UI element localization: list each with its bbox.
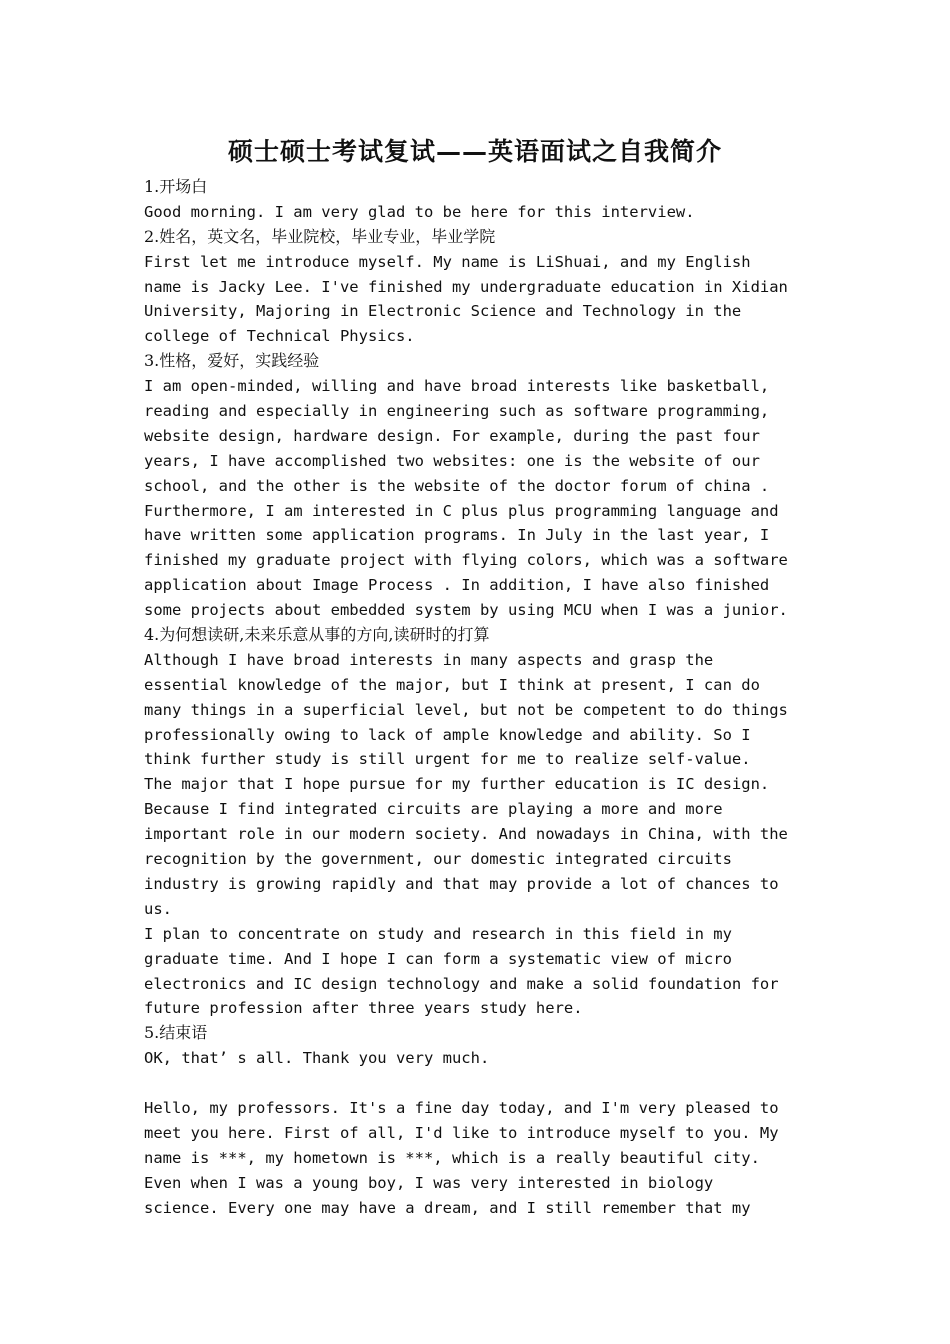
text-line: industry is growing rapidly and that may provide a lot of chances to — [144, 874, 779, 893]
document-title: 硕士硕士考试复试——英语面试之自我简介 — [227, 137, 722, 166]
text-line: many things in a superficial level, but not be competent to do things — [144, 700, 788, 719]
section-heading: 3.性格，爱好，实践经验 — [144, 351, 320, 371]
text-line: The major that I hope pursue for my further education is IC design. — [144, 775, 770, 794]
document-body — [144, 175, 824, 1220]
blank-line — [144, 1071, 824, 1096]
text-line: recognition by the government, our domestic integrated circuits — [144, 850, 732, 869]
text-line: application about Image Process . In addition, I have also finished — [144, 576, 770, 595]
text-line: graduate time. And I hope I can form a systematic view of micro — [144, 949, 732, 968]
text-line: University, Majoring in Electronic Science and Technology in the — [144, 302, 742, 321]
text-line: some projects about embedded system by using MCU when I was a junior. — [144, 601, 788, 620]
text-line: Although I have broad interests in many aspects and grasp the — [144, 650, 714, 669]
text-line: professionally owing to lack of ample knowledge and ability. So I — [144, 725, 751, 744]
text-line: I plan to concentrate on study and research in this field in my — [144, 924, 732, 943]
text-line: name is ***, my hometown is ***, which is a really beautiful city. — [144, 1148, 760, 1167]
text-line: Good morning. I am very glad to be here for this interview. — [144, 202, 695, 221]
text-line: Hello, my professors. It's a fine day today, and I'm very pleased to — [144, 1098, 779, 1117]
text-line: have written some application programs. In July in the last year, I — [144, 526, 770, 545]
text-line: school, and the other is the website of the doctor forum of china . — [144, 476, 770, 495]
text-line: website design, hardware design. For example, during the past four — [144, 426, 760, 445]
text-line: Furthermore, I am interested in C plus plus programming language and — [144, 501, 779, 520]
text-line: meet you here. First of all, I'd like to introduce myself to you. My — [144, 1123, 779, 1142]
section-heading: 4.为何想读研,未来乐意从事的方向,读研时的打算 — [144, 625, 490, 645]
text-line: First let me introduce myself. My name is LiShuai, and my English — [144, 252, 751, 271]
text-line: essential knowledge of the major, but I think at present, I can do — [144, 675, 760, 694]
text-line: future profession after three years study here. — [144, 999, 583, 1018]
text-line: reading and especially in engineering such as software programming, — [144, 402, 770, 421]
text-line: think further study is still urgent for me to realize self-value. — [144, 750, 751, 769]
section-heading: 5.结束语 — [144, 1023, 208, 1043]
text-line: years, I have accomplished two websites: one is the website of our — [144, 451, 760, 470]
text-line: finished my graduate project with flying colors, which was a software — [144, 551, 788, 570]
text-line: Even when I was a young boy, I was very interested in biology — [144, 1173, 714, 1192]
text-line: OK, that’ s all. Thank you very much. — [144, 1049, 490, 1068]
text-line: Because I find integrated circuits are playing a more and more — [144, 800, 723, 819]
text-line: name is Jacky Lee. I've finished my undergraduate education in Xidian — [144, 277, 788, 296]
text-line: I am open-minded, willing and have broad interests like basketball, — [144, 377, 770, 396]
section-heading: 2.姓名，英文名，毕业院校，毕业专业，毕业学院 — [144, 226, 496, 246]
section-heading: 1.开场白 — [144, 177, 208, 196]
text-line: science. Every one may have a dream, and I still remember that my — [144, 1198, 751, 1217]
text-line: us. — [144, 899, 172, 918]
text-line: electronics and IC design technology and make a solid foundation for — [144, 974, 779, 993]
text-line: college of Technical Physics. — [144, 327, 415, 346]
text-line: important role in our modern society. And nowadays in China, with the — [144, 825, 788, 844]
